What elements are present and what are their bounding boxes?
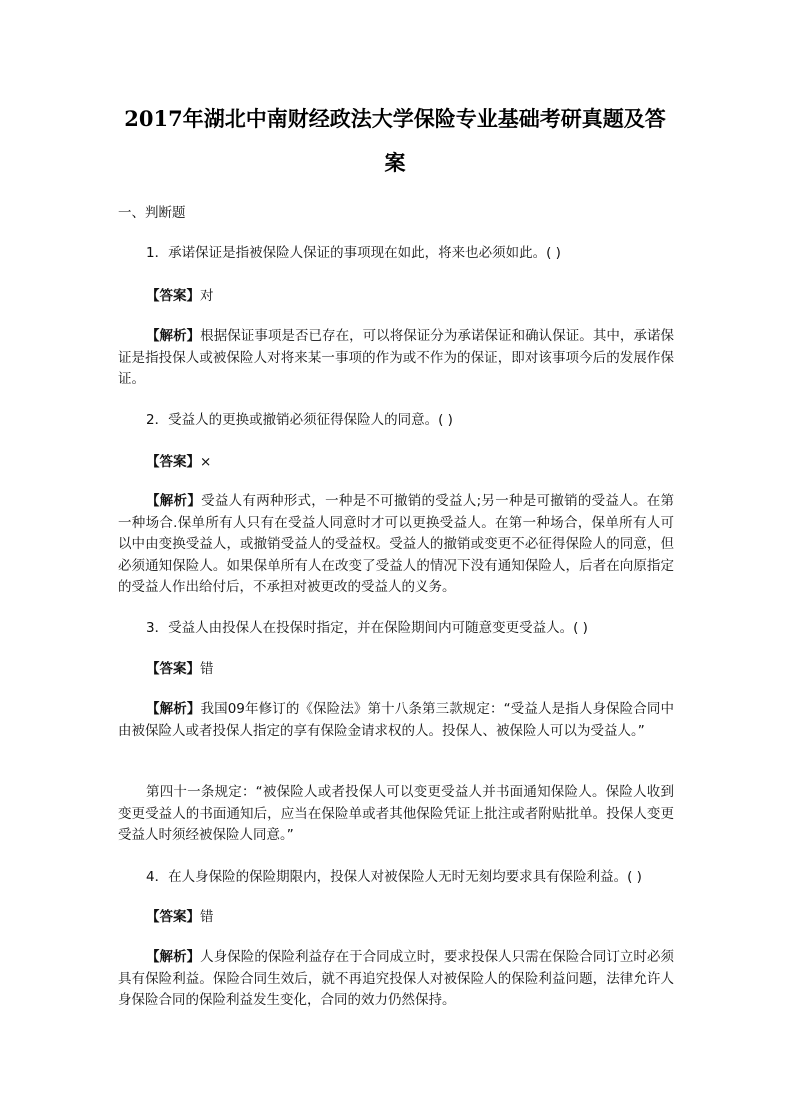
analysis-text: 人身保险的保险利益存在于合同成立时，要求投保人只需在保险合同订立时必须具有保险利益。保险合同生效后，就不再追究投保人对被保险人的保险利益问题，法律允许人身保险合同的保险利益发生变化，合同的效力仍然保持。: [118, 949, 675, 1008]
analysis-text: 受益人有两种形式，一种是不可撤销的受益人;另一种是可撤销的受益人。在第一种场合.保单所有人只有在受益人同意时才可以更换受益人。在第一种场合，保单所有人可以中由变换受益人，或撤销受益人的受益权。受益人的撤销或变更不必征得保险人的同意，但必须通知保险人。如果保单所有人在改变了受益人的情况下没有通知保险人，后者在向原指定的受益人作出给付后，不承担对被更改的受益人的义务。: [118, 493, 674, 595]
answer-3: [146, 659, 678, 681]
analysis-text: 根据保证事项是否已存在，可以将保证分为承诺保证和确认保证。其中，承诺保证是指投保人或被保险人对将来某一事项的作为或不作为的保证，即对该事项今后的发展作保证。: [118, 328, 675, 387]
section-heading: 一、判断题: [118, 205, 186, 221]
doc-title: 2017年湖北中南财经政法大学保险专业基础考研真题及答: [124, 106, 666, 131]
analysis-4: [118, 947, 674, 1012]
analysis-label: 【解析】: [146, 701, 201, 717]
answer-label: 【答案】: [146, 454, 200, 470]
analysis-label: 【解析】: [146, 328, 201, 344]
answer-value: 错: [200, 909, 214, 925]
answer-label: 【答案】: [146, 661, 200, 677]
analysis-3-continued: 第四十一条规定：“被保险人或者投保人可以变更受益人并书面通知保险人。保险人收到变更受益人的书面通知后，应当在保险单或者其他保险凭证上批注或者附贴批单。投保人变更受益人时须经被保险人同意。”: [118, 784, 674, 843]
doc-title-cont: 案: [384, 150, 406, 175]
answer-2: [146, 452, 678, 474]
analysis-label: 【解析】: [146, 949, 201, 965]
question-4: 4．在人身保险的保险期限内，投保人对被保险人无时无刻均要求具有保险利益。( ): [146, 869, 642, 885]
answer-4: [146, 907, 678, 929]
answer-label: 【答案】: [146, 909, 200, 925]
analysis-text: 我国09年修订的《保险法》第十八条第三款规定：“受益人是指人身保险合同中由被保险人或者投保人指定的享有保险金请求权的人。投保人、被保险人可以为受益人。”: [118, 701, 675, 739]
question-1: 1．承诺保证是指被保险人保证的事项现在如此，将来也必须如此。( ): [146, 245, 561, 261]
analysis-3: [118, 699, 674, 742]
analysis-label: 【解析】: [146, 493, 202, 509]
analysis-2: [118, 491, 674, 599]
question-2: 2．受益人的更换或撤销必须征得保险人的同意。( ): [146, 412, 453, 428]
question-3: 3．受益人由投保人在投保时指定，并在保险期间内可随意变更受益人。( ): [146, 620, 588, 636]
answer-value: 错: [200, 661, 214, 677]
analysis-1: [118, 326, 674, 391]
answer-value: 对: [200, 288, 214, 304]
answer-value: ×: [200, 454, 212, 470]
answer-label: 【答案】: [146, 288, 200, 304]
answer-1: [146, 286, 678, 308]
